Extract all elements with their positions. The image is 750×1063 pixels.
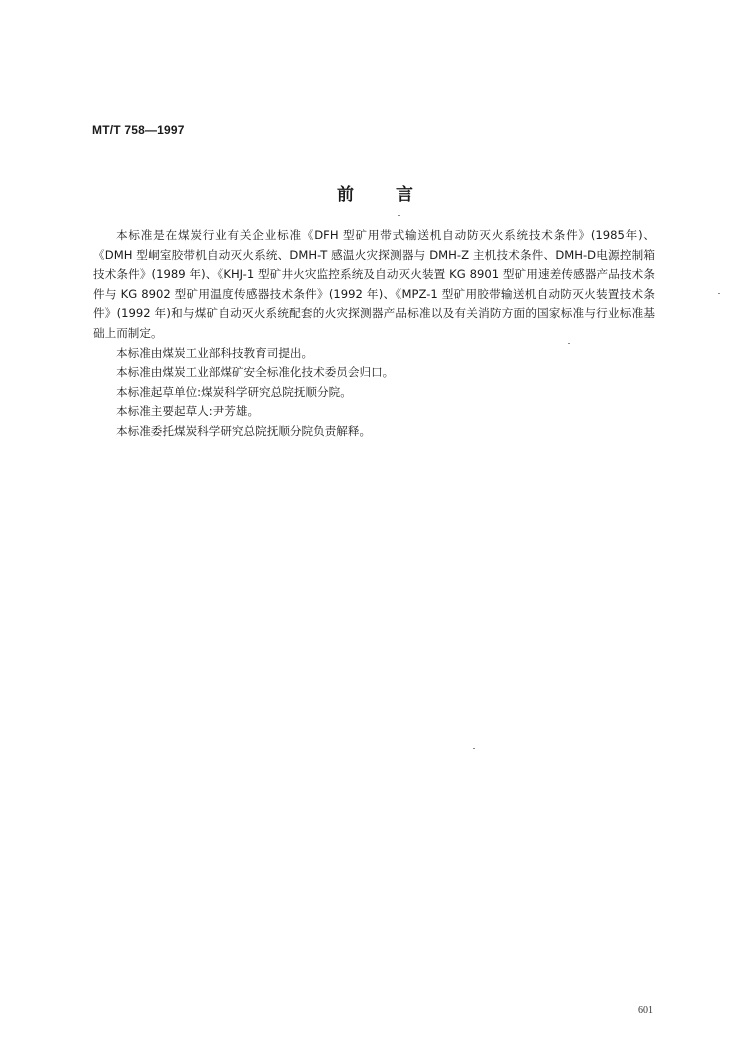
foreword-body <box>93 226 655 442</box>
paragraph-administrator: 本标准由煤炭工业部煤矿安全标准化技术委员会归口。 <box>116 365 395 380</box>
scan-speck <box>568 343 570 344</box>
paragraph-basis: 本标准是在煤炭行业有关企业标准《DFH 型矿用带式输送机自动防灭火系统技术条件》(1985年)、《DMH 型峒室胶带机自动灭火系统、DMH-T 感温火灾探测器与 DMH-Z 主机技术条件、DMH-D电源控制箱技术条件》(1989 年)、《KHJ-1 型矿井火灾监控系统及自动灭火装置 KG 8901 型矿用速差传感器产品技术条件与 KG 8902 型矿用温度传感器技术条件》(1992 年)、《MPZ-1 型矿用胶带输送机自动防灭火装置技术条件》(1992 年)和与煤矿自动灭火系统配套的火灾探测器产品标准以及有关消防方面的国家标准与行业标准基础上而制定。 <box>93 228 655 340</box>
page-number: 601 <box>638 1005 653 1016</box>
scan-speck <box>718 293 720 294</box>
paragraph-drafting-unit: 本标准起草单位:煤炭科学研究总院抚顺分院。 <box>116 384 352 399</box>
scan-speck <box>473 748 475 749</box>
paragraph-interpretation: 本标准委托煤炭科学研究总院抚顺分院负责解释。 <box>116 423 372 438</box>
page-title: 前言 <box>337 185 455 205</box>
standard-code: MT/T 758—1997 <box>92 123 185 137</box>
scan-speck <box>398 215 400 216</box>
paragraph-drafter: 本标准主要起草人:尹芳雄。 <box>116 404 260 419</box>
paragraph-proposer: 本标准由煤炭工业部科技教育司提出。 <box>116 345 314 360</box>
